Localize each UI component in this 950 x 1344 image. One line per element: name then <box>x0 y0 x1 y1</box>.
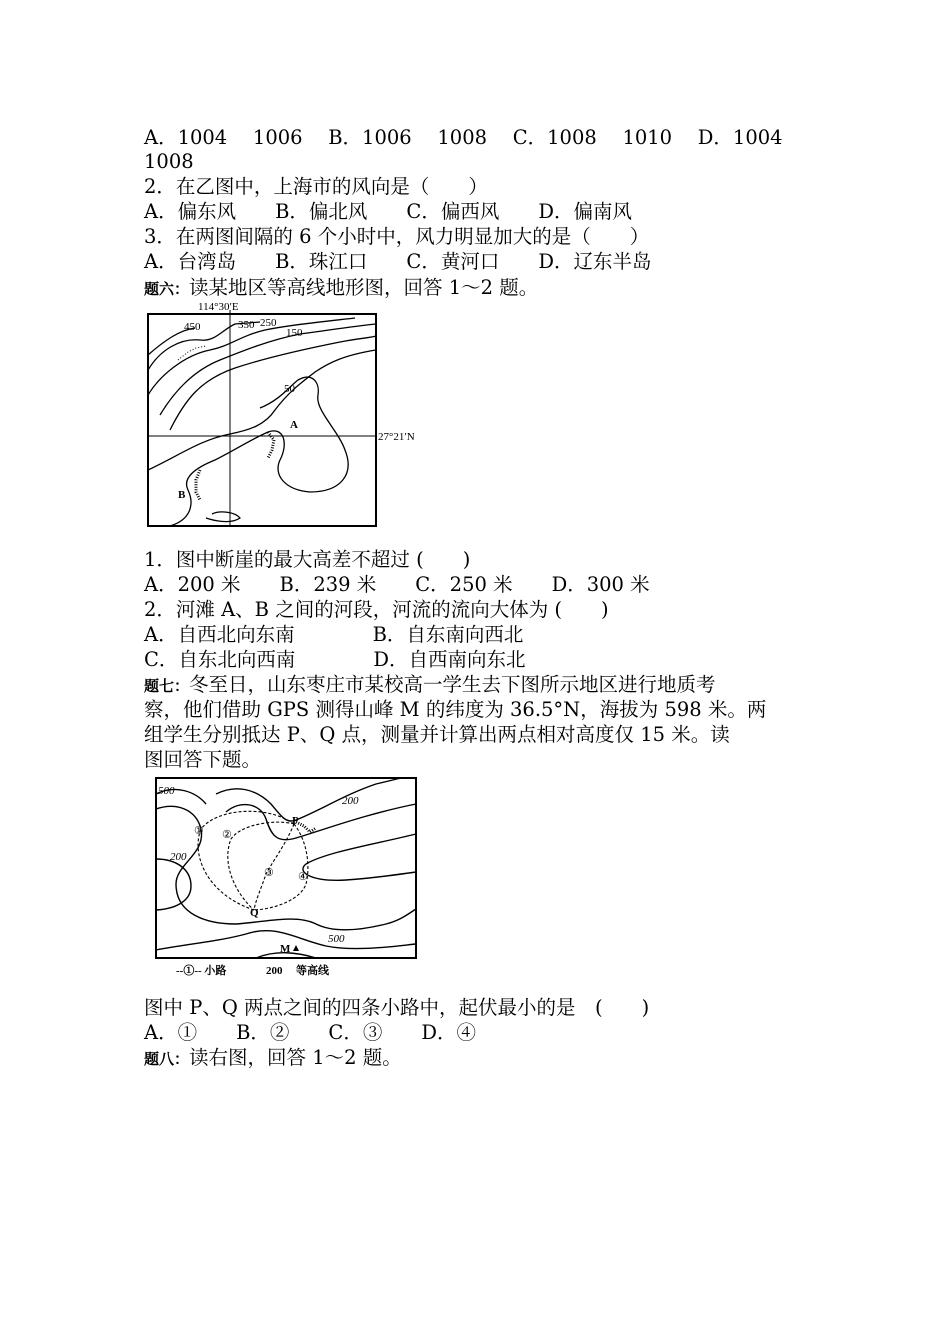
section-7-text-3: 组学生分别抵达 P、Q 点，测量并计算出两点相对高度仅 15 米。读 <box>144 723 730 746</box>
answer-options-q2: A．偏东风 B．偏北风 C．偏西风 D．偏南风 <box>144 200 632 223</box>
peak-triangle-icon <box>293 945 299 951</box>
contour-label-200-right: 200 <box>342 795 359 807</box>
contour-label-450: 450 <box>184 321 201 333</box>
contour-label-150: 150 <box>286 327 303 339</box>
answer-options-q1-wrap: 1008 <box>144 150 194 173</box>
longitude-label: 114°30′E <box>198 301 239 313</box>
q6-options-1: A．200 米 B．239 米 C．250 米 D．300 米 <box>144 573 650 596</box>
point-a-label: A <box>290 419 298 431</box>
section-7-text-2: 察，他们借助 GPS 测得山峰 M 的纬度为 36.5°N，海拔为 598 米。两 <box>144 698 767 721</box>
q6-question-2: 2．河滩 A、B 之间的河段，河流的流向大体为 ( ) <box>144 598 609 621</box>
answer-options-q3: A．台湾岛 B．珠江口 C．黄河口 D．辽东半岛 <box>144 250 652 273</box>
contour-map-paths <box>146 774 452 986</box>
q7-options: A．① B．② C．③ D．④ <box>144 1021 476 1044</box>
legend-path: --①-- 小路 <box>176 965 227 977</box>
latitude-label: 27°21′N <box>378 431 415 443</box>
section-7-text-1: 冬至日，山东枣庄市某校高一学生去下图所示地区进行地质考 <box>189 673 716 696</box>
section-6-heading <box>144 276 538 301</box>
peak-m-label: M <box>280 943 291 955</box>
contour-map-cliff <box>140 300 430 530</box>
path-1-label: ① <box>194 825 204 837</box>
section-6-text: 读某地区等高线地形图，回答 1～2 题。 <box>189 276 539 299</box>
q6-options-2-ab: A．自西北向东南 B．自东南向西北 <box>144 623 524 646</box>
section-7-heading <box>144 673 716 698</box>
contour-label-200-left: 200 <box>170 851 187 863</box>
legend-contour: 等高线 <box>296 965 329 977</box>
answer-options-q1: A．1004 1006 B．1006 1008 C．1008 1010 D．1004 <box>144 126 783 149</box>
path-2-label: ② <box>222 829 232 841</box>
legend-contour-value: 200 <box>266 965 283 977</box>
contour-label-250: 250 <box>260 317 277 329</box>
section-7-text-4: 图回答下题。 <box>144 748 262 771</box>
q6-question-1: 1．图中断崖的最大高差不超过 ( ) <box>144 548 471 571</box>
section-8-text: 读右图，回答 1～2 题。 <box>189 1046 402 1069</box>
question-2: 2．在乙图中，上海市的风向是（ ） <box>144 175 488 198</box>
contour-label-500-bottom: 500 <box>328 933 345 945</box>
q7-question: 图中 P、Q 两点之间的四条小路中，起伏最小的是 ( ) <box>144 996 650 1019</box>
contour-label-350: 350 <box>238 319 255 331</box>
q6-options-2-cd: C．自东北向西南 D．自西南向东北 <box>144 648 526 671</box>
point-p-label: P <box>292 815 299 827</box>
point-b-label: B <box>178 489 186 501</box>
section-8-heading <box>144 1046 402 1071</box>
section-6-tag: 题六： <box>144 280 190 298</box>
path-4-label: ④ <box>298 871 308 883</box>
point-q-label: Q <box>250 907 259 919</box>
contour-label-50: 50 <box>284 383 295 395</box>
question-3: 3．在两图间隔的 6 个小时中，风力明显加大的是（ ） <box>144 225 650 248</box>
contour-label-500-top: 500 <box>158 785 175 797</box>
section-7-tag: 题七： <box>144 677 190 695</box>
path-3-label: ③ <box>264 867 274 879</box>
section-8-tag: 题八： <box>144 1050 190 1068</box>
